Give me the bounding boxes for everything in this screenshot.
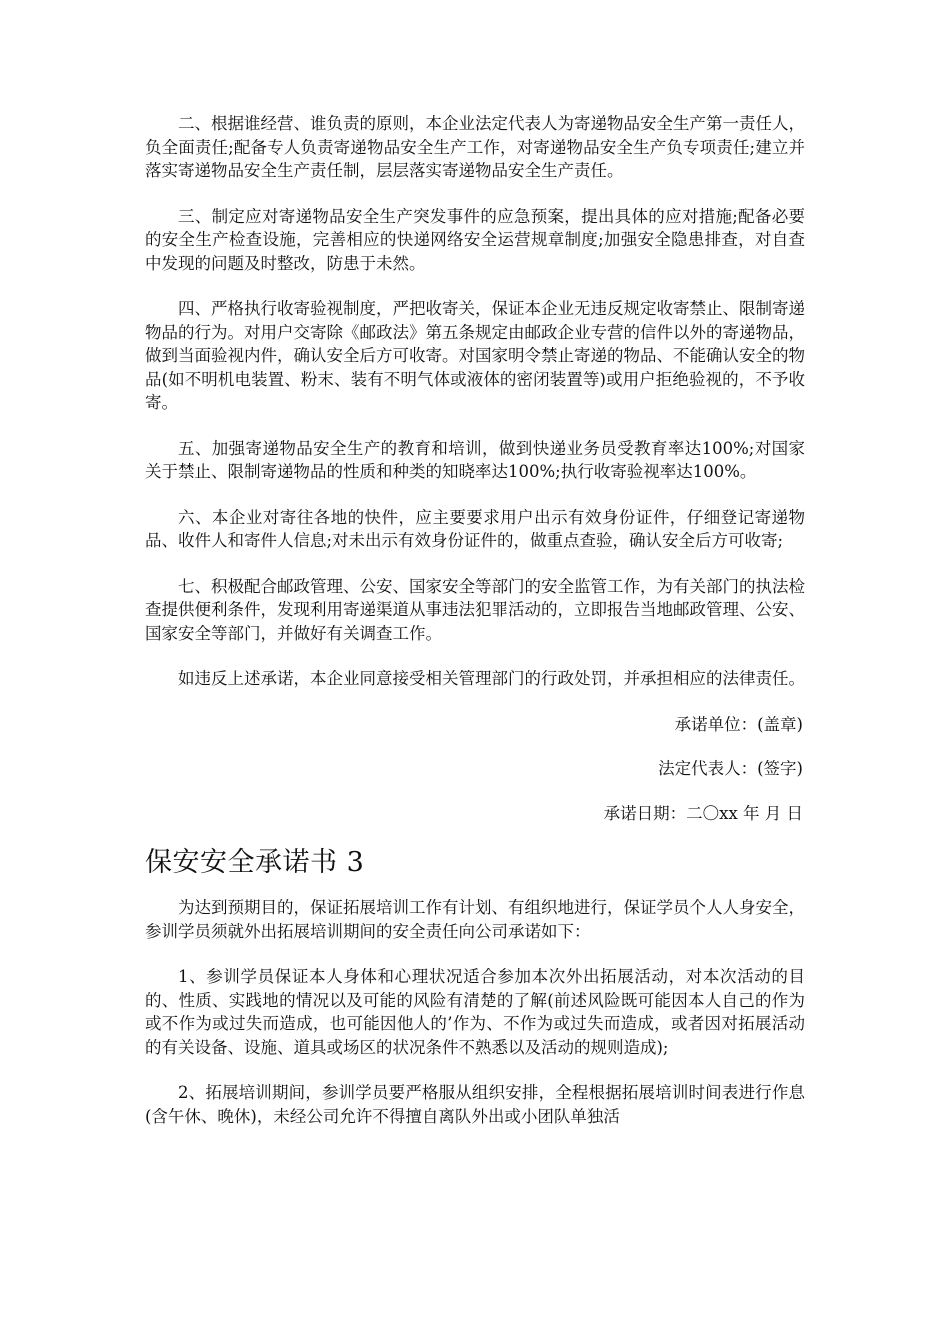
section-3-item-2-paragraph: 2、拓展培训期间，参训学员要严格服从组织安排，全程根据拓展培训时间表进行作息(含午休、晚休)，未经公司允许不得擅自离队外出或小团队单独活 [145,1083,805,1126]
clause-4-paragraph: 四、严格执行收寄验视制度，严把收寄关，保证本企业无违反规定收寄禁止、限制寄递物品的行为。对用户交寄除《邮政法》第五条规定由邮政企业专营的信件以外的寄递物品，做到当面验视内件，确认安全后方可收寄。对国家明令禁止寄递的物品、不能确认安全的物品(如不明机电装置、粉末、装有不明气体或液体的密闭装置等)或用户拒绝验视的，不予收寄。 [145,299,805,412]
section-3-item-1-paragraph: 1、参训学员保证本人身体和心理状况适合参加本次外出拓展活动，对本次活动的目的、性质、实践地的情况以及可能的风险有清楚的了解(前述风险既可能因本人自己的作为或不作为或过失而造成，也可能因他人的’作为、不作为或过失而造成，或者因对拓展活动的有关设备、设施、道具或场区的状况条件不熟悉以及活动的规则造成); [145,967,805,1057]
clause-3-paragraph: 三、制定应对寄递物品安全生产突发事件的应急预案，提出具体的应对措施;配备必要的安全生产检查设施，完善相应的快递网络安全运营规章制度;加强安全隐患排查，对自查中发现的问题及时整改，防患于未然。 [145,206,805,273]
signature-block [145,713,805,826]
clause-5-paragraph: 五、加强寄递物品安全生产的教育和培训，做到快递业务员受教育率达100%;对国家关于禁止、限制寄递物品的性质和种类的知晓率达100%;执行收寄验视率达100%。 [145,438,805,481]
section-3-title: 保安安全承诺书 3 [145,847,365,878]
clause-2-paragraph: 二、根据谁经营、谁负责的原则，本企业法定代表人为寄递物品安全生产第一责任人，负全面责任;配备专人负责寄递物品安全生产工作，对寄递物品安全生产负专项责任;建立并落实寄递物品安全生产责任制，层层落实寄递物品安全生产责任。 [145,114,805,180]
signature-unit: 承诺单位：(盖章) [674,714,803,734]
clause-7-paragraph: 七、积极配合邮政管理、公安、国家安全等部门的安全监管工作，为有关部门的执法检查提供便利条件，发现利用寄递渠道从事违法犯罪活动的，立即报告当地邮政管理、公安、国家安全等部门，并做好有关调查工作。 [145,576,805,643]
section-3-intro-paragraph: 为达到预期目的，保证拓展培训工作有计划、有组织地进行，保证学员个人人身安全，参训学员须就外出拓展培训期间的安全责任向公司承诺如下： [145,898,805,941]
signature-representative: 法定代表人：(签字) [658,759,803,778]
document-page [145,112,805,1150]
signature-date: 承诺日期：二〇xx 年 月 日 [603,803,803,823]
violation-clause-paragraph: 如违反上述承诺，本企业同意接受相关管理部门的行政处罚，并承担相应的法律责任。 [178,669,805,688]
clause-6-paragraph: 六、本企业对寄往各地的快件，应主要要求用户出示有效身份证件，仔细登记寄递物品、收件人和寄件人信息;对未出示有效身份证件的，做重点查验，确认安全后方可收寄; [145,507,805,550]
